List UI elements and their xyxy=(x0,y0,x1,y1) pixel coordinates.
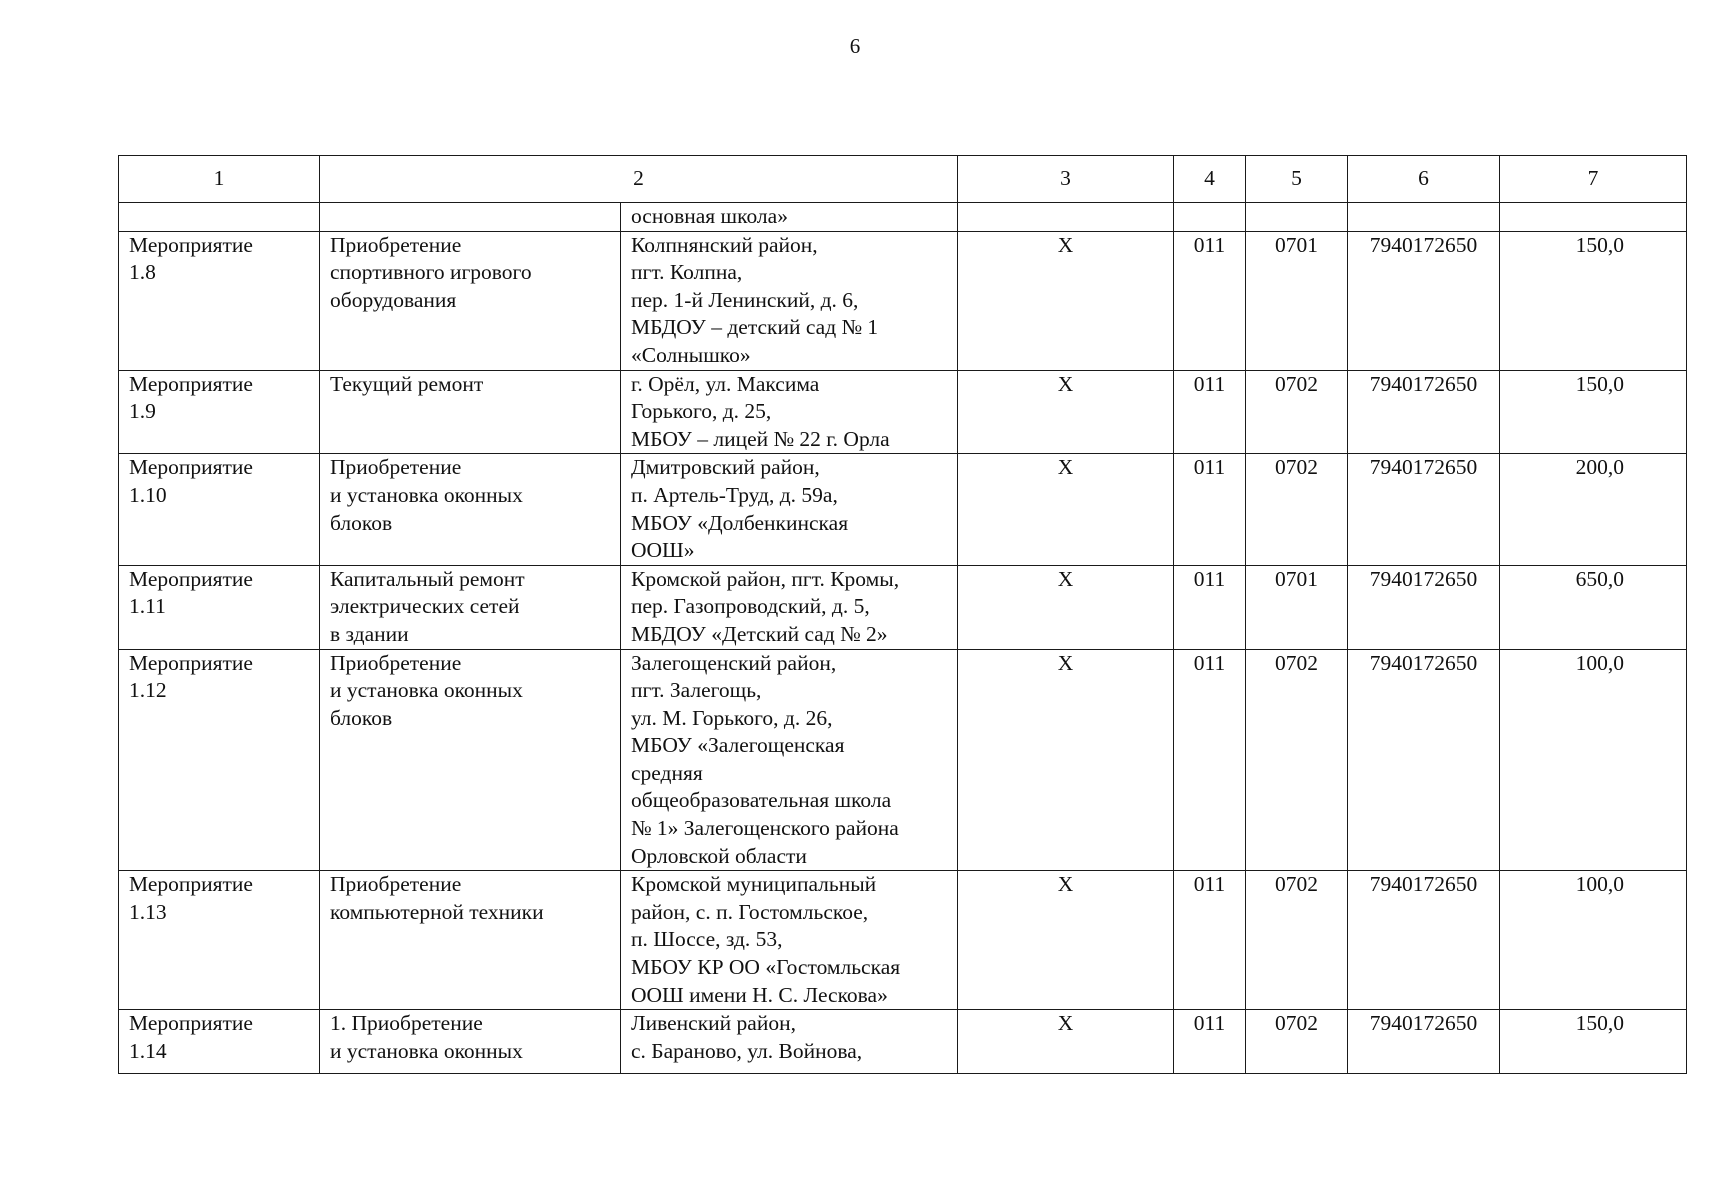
cell-col5: 0701 xyxy=(1246,565,1348,649)
address-line: пер. 1-й Ленинский, д. 6, xyxy=(631,287,859,312)
cell-col3: Х xyxy=(958,231,1174,370)
work-line: спортивного игрового xyxy=(330,260,532,285)
address-line: пер. Газопроводский, д. 5, xyxy=(631,594,870,619)
header-cell-1: 1 xyxy=(119,156,320,203)
cell-col3: Х xyxy=(958,370,1174,454)
address-line: МБОУ – лицей № 22 г. Орла xyxy=(631,426,890,451)
address-line: МБОУ КР ОО «Гостомльская xyxy=(631,955,901,980)
table-row xyxy=(119,871,1687,1010)
work-line: электрических сетей xyxy=(330,594,520,619)
budget-table xyxy=(118,155,1687,1074)
event-line: 1.11 xyxy=(129,594,166,619)
work-line: в здании xyxy=(330,621,409,646)
cell-col4 xyxy=(1174,203,1246,232)
cell-col7: 150,0 xyxy=(1500,1010,1687,1074)
table-row xyxy=(119,649,1687,871)
cell-event xyxy=(119,454,320,565)
address-line: основная школа» xyxy=(631,204,788,228)
table-row xyxy=(119,454,1687,565)
work-line: Текущий ремонт xyxy=(330,371,484,396)
address-line: Горького, д. 25, xyxy=(631,399,772,424)
cell-col7: 150,0 xyxy=(1500,370,1687,454)
address-line: «Солнышко» xyxy=(631,342,751,367)
cell-col4: 011 xyxy=(1174,565,1246,649)
cell-col3: Х xyxy=(958,565,1174,649)
cell-work xyxy=(320,1010,621,1074)
cell-col3: Х xyxy=(958,1010,1174,1074)
cell-col3 xyxy=(958,203,1174,232)
address-line: ООШ имени Н. С. Лескова» xyxy=(631,982,888,1007)
table-row xyxy=(119,1010,1687,1074)
address-line: Орловской области xyxy=(631,843,807,868)
cell-col5 xyxy=(1246,203,1348,232)
work-line: оборудования xyxy=(330,287,457,312)
cell-address xyxy=(621,370,958,454)
work-line: и установка оконных xyxy=(330,678,523,703)
work-line: и установка оконных xyxy=(330,1038,523,1063)
cell-col7: 200,0 xyxy=(1500,454,1687,565)
address-line: район, с. п. Гостомльское, xyxy=(631,899,869,924)
table-row xyxy=(119,231,1687,370)
event-line: 1.9 xyxy=(129,399,156,424)
address-line: общеобразовательная школа xyxy=(631,788,892,813)
address-line: МБДОУ – детский сад № 1 xyxy=(631,315,879,340)
work-line: 1. Приобретение xyxy=(330,1011,483,1036)
table-row xyxy=(119,565,1687,649)
work-line: Приобретение xyxy=(330,872,462,897)
cell-col5: 0702 xyxy=(1246,454,1348,565)
header-cell-7: 7 xyxy=(1500,156,1687,203)
address-line: Ливенский район, xyxy=(631,1011,796,1036)
cell-work xyxy=(320,203,621,232)
work-line: Приобретение xyxy=(330,650,462,675)
cell-event xyxy=(119,565,320,649)
cell-event xyxy=(119,649,320,871)
address-line: Кромской муниципальный xyxy=(631,872,877,897)
event-line: 1.13 xyxy=(129,899,167,924)
cell-col7: 150,0 xyxy=(1500,231,1687,370)
cell-col6: 7940172650 xyxy=(1348,454,1500,565)
event-line: Мероприятие xyxy=(129,1011,253,1036)
cell-col6 xyxy=(1348,203,1500,232)
cell-work xyxy=(320,649,621,871)
work-line: блоков xyxy=(330,510,393,535)
cell-col4: 011 xyxy=(1174,871,1246,1010)
address-line: Дмитровский район, xyxy=(631,455,820,480)
cell-col5: 0701 xyxy=(1246,231,1348,370)
continuation-row xyxy=(119,203,1687,232)
cell-event xyxy=(119,203,320,232)
header-cell-5: 5 xyxy=(1246,156,1348,203)
cell-col5: 0702 xyxy=(1246,370,1348,454)
address-line: МБОУ «Залегощенская xyxy=(631,733,845,758)
cell-col4: 011 xyxy=(1174,1010,1246,1074)
cell-event xyxy=(119,370,320,454)
table-header-row xyxy=(119,156,1687,203)
work-line: блоков xyxy=(330,705,393,730)
cell-col3: Х xyxy=(958,649,1174,871)
address-line: ул. М. Горького, д. 26, xyxy=(631,705,833,730)
work-line: компьютерной техники xyxy=(330,899,544,924)
address-line: № 1» Залегощенского района xyxy=(631,816,899,841)
cell-col4: 011 xyxy=(1174,370,1246,454)
cell-event xyxy=(119,231,320,370)
work-line: и установка оконных xyxy=(330,482,523,507)
cell-work xyxy=(320,565,621,649)
cell-col6: 7940172650 xyxy=(1348,871,1500,1010)
cell-col4: 011 xyxy=(1174,649,1246,871)
work-line: Приобретение xyxy=(330,455,462,480)
address-line: МБДОУ «Детский сад № 2» xyxy=(631,621,888,646)
event-line: 1.8 xyxy=(129,260,156,285)
cell-col3: Х xyxy=(958,454,1174,565)
cell-address xyxy=(621,871,958,1010)
address-line: Залегощенский район, xyxy=(631,650,837,675)
event-line: Мероприятие xyxy=(129,872,253,897)
address-line: г. Орёл, ул. Максима xyxy=(631,371,820,396)
header-cell-4: 4 xyxy=(1174,156,1246,203)
cell-col5: 0702 xyxy=(1246,649,1348,871)
event-line: Мероприятие xyxy=(129,232,253,257)
cell-address xyxy=(621,649,958,871)
event-line: 1.12 xyxy=(129,678,167,703)
cell-work xyxy=(320,231,621,370)
address-line: МБОУ «Долбенкинская xyxy=(631,510,849,535)
address-line: Колпнянский район, xyxy=(631,232,818,257)
address-line: п. Шоссе, зд. 53, xyxy=(631,927,783,952)
event-line: Мероприятие xyxy=(129,650,253,675)
cell-col7 xyxy=(1500,203,1687,232)
work-line: Приобретение xyxy=(330,232,462,257)
cell-col7: 100,0 xyxy=(1500,871,1687,1010)
cell-event xyxy=(119,1010,320,1074)
event-line: Мероприятие xyxy=(129,371,253,396)
table-body xyxy=(119,156,1687,1074)
cell-col7: 650,0 xyxy=(1500,565,1687,649)
cell-col7: 100,0 xyxy=(1500,649,1687,871)
cell-address xyxy=(621,203,958,232)
address-line: п. Артель-Труд, д. 59а, xyxy=(631,482,838,507)
table-row xyxy=(119,370,1687,454)
cell-col6: 7940172650 xyxy=(1348,370,1500,454)
cell-address xyxy=(621,1010,958,1074)
cell-col4: 011 xyxy=(1174,454,1246,565)
cell-col6: 7940172650 xyxy=(1348,565,1500,649)
event-line: 1.14 xyxy=(129,1038,167,1063)
event-line: Мероприятие xyxy=(129,566,253,591)
address-line: с. Бараново, ул. Войнова, xyxy=(631,1038,863,1063)
cell-work xyxy=(320,871,621,1010)
cell-address xyxy=(621,565,958,649)
cell-col5: 0702 xyxy=(1246,1010,1348,1074)
address-line: средняя xyxy=(631,760,703,785)
cell-address xyxy=(621,454,958,565)
cell-work xyxy=(320,454,621,565)
address-line: пгт. Залегощь, xyxy=(631,678,762,703)
event-line: 1.10 xyxy=(129,482,167,507)
cell-event xyxy=(119,871,320,1010)
header-cell-6: 6 xyxy=(1348,156,1500,203)
cell-work xyxy=(320,370,621,454)
address-line: Кромской район, пгт. Кромы, xyxy=(631,566,900,591)
cell-col6: 7940172650 xyxy=(1348,231,1500,370)
event-line: Мероприятие xyxy=(129,455,253,480)
header-cell-2: 2 xyxy=(320,156,958,203)
cell-col3: Х xyxy=(958,871,1174,1010)
cell-col6: 7940172650 xyxy=(1348,1010,1500,1074)
cell-col5: 0702 xyxy=(1246,871,1348,1010)
header-cell-3: 3 xyxy=(958,156,1174,203)
page-number: 6 xyxy=(849,34,861,58)
cell-address xyxy=(621,231,958,370)
cell-col6: 7940172650 xyxy=(1348,649,1500,871)
address-line: ООШ» xyxy=(631,538,695,563)
work-line: Капитальный ремонт xyxy=(330,566,525,591)
cell-col4: 011 xyxy=(1174,231,1246,370)
address-line: пгт. Колпна, xyxy=(631,260,743,285)
